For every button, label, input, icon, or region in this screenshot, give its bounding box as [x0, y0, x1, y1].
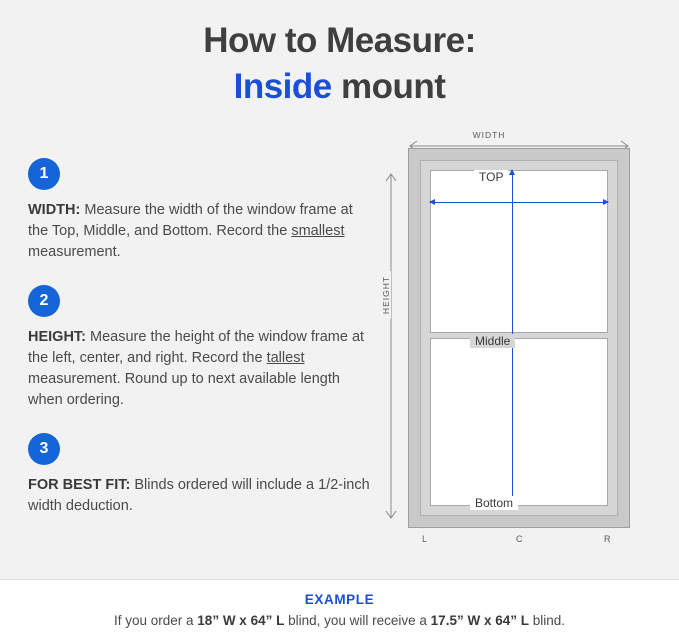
step-badge-3: 3: [28, 433, 60, 465]
example-text: [0, 613, 679, 628]
step-badge-2: 2: [28, 285, 60, 317]
mark-center: C: [516, 534, 523, 544]
example-footer: [0, 579, 679, 642]
title-line-2: [0, 65, 679, 109]
window-pane-upper: [430, 170, 608, 333]
example-ordered-size: 18” W x 64” L: [197, 613, 285, 628]
label-bottom: Bottom: [470, 496, 518, 510]
step-text-1-part2: measurement.: [28, 244, 121, 261]
step-item-2: [28, 285, 373, 411]
label-top: TOP: [474, 170, 508, 184]
width-measure-line: [430, 202, 608, 203]
step-label-2: HEIGHT:: [28, 329, 86, 346]
step-label-1: WIDTH:: [28, 202, 81, 218]
label-middle: Middle: [470, 334, 515, 348]
step-item-3: [28, 433, 373, 517]
step-text-2-part1: Measure the height of the window frame at the left, center, and right. Record the: [28, 329, 365, 367]
height-axis-label: HEIGHT: [381, 271, 391, 319]
page-title: [0, 22, 679, 108]
example-suffix: blind.: [528, 613, 565, 628]
width-axis-label: WIDTH: [378, 130, 600, 140]
title-line-1: How to Measure:: [203, 21, 476, 60]
step-label-3: FOR BEST FIT:: [28, 477, 131, 494]
step-text-2-part2: measurement. Round up to next available length when ordering.: [28, 371, 340, 409]
mark-right: R: [604, 534, 611, 544]
bottom-position-marks: [408, 534, 630, 548]
step-underlined-1: smallest: [291, 223, 345, 240]
step-text-3: [28, 475, 373, 517]
step-text-1: [28, 200, 373, 263]
example-middle: blind, you will receive a: [284, 613, 431, 628]
example-prefix: If you order a: [114, 613, 198, 628]
title-emphasis: Inside: [233, 66, 332, 106]
step-text-2: [28, 327, 373, 411]
step-underlined-2: tallest: [266, 350, 305, 367]
step-item-1: [28, 158, 373, 263]
step-badge-1: 1: [28, 158, 60, 190]
step-text-3-part1: Blinds ordered will include a 1/2-inch width deduction.: [28, 477, 370, 515]
mark-left: L: [422, 534, 428, 544]
example-received-size: 17.5” W x 64” L: [430, 613, 529, 628]
example-title: EXAMPLE: [304, 592, 375, 607]
height-dimension-arrow-icon: [383, 172, 399, 520]
step-text-1-part1: Measure the width of the window frame at the Top, Middle, and Bottom. Record the: [28, 202, 353, 240]
steps-list: [28, 158, 373, 539]
title-mount-word: mount: [331, 66, 446, 106]
window-pane-lower: [430, 338, 608, 506]
window-diagram: [378, 130, 658, 560]
